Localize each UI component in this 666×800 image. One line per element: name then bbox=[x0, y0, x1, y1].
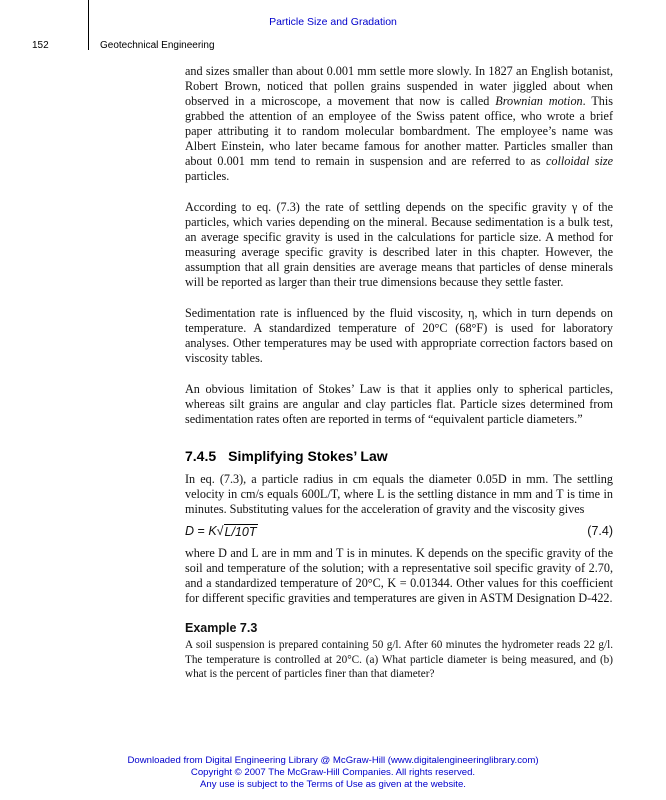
term-colloidal-size: colloidal size bbox=[546, 154, 613, 168]
footer-terms: Any use is subject to the Terms of Use as given at the website. bbox=[200, 779, 466, 790]
example-heading: Example 7.3 bbox=[185, 621, 258, 636]
footer-copyright: Copyright © 2007 The McGraw-Hill Companies. All rights reserved. bbox=[190, 767, 476, 778]
equation-number: (7.4) bbox=[587, 524, 613, 539]
equation-radicand: L/10T bbox=[224, 525, 257, 540]
paragraph-brownian: and sizes smaller than about 0.001 mm settle more slowly. In 1827 an English botanist, Robert Brown, noticed that pollen grains suspended in water jiggled about when observed in a microscope, a movement that now is called Brownian motion. This grabbed the attention of an employee of the Swiss patent office, who wrote a brief paper attributing it to random molecular bombardment. The employee’s name was Albert Einstein, who later became famous for another matter. Particles smaller than about 0.001 mm tend to remain in suspension and are referred to as colloidal size particles. bbox=[185, 64, 614, 183]
page-body bbox=[185, 64, 613, 682]
paragraph-viscosity: Sedimentation rate is influenced by the fluid viscosity, η, which in turn depends on temperature. A standardized temperature of 20°C (68°F) is used for laboratory analyses. Other temperatures may be used with appropriate correction factors based on viscosity tables. bbox=[185, 306, 613, 365]
equation-formula: D = K √ L/10T bbox=[185, 524, 257, 540]
book-title: Geotechnical Engineering bbox=[100, 40, 215, 51]
sqrt-symbol: √ L/10T bbox=[216, 524, 257, 540]
chapter-title-header: Particle Size and Gradation bbox=[269, 16, 397, 28]
paragraph-stokes-limitation: An obvious limitation of Stokes’ Law is that it applies only to spherical particles, whereas silt grains are angular and clay particles flat. Particle sizes determined from sedimentation rates often are reported in terms of “equivalent particle diameters.” bbox=[185, 382, 613, 426]
paragraph-k-coefficient: where D and L are in mm and T is in minutes. K depends on the specific gravity of the soil and temperature of the solution; with a representative soil specific gravity of 2.70, and a standardized temperature of 20°C, K = 0.01344. Other values for this coefficient for different specific gravities and temperatures are given in ASTM Designation D-422. bbox=[185, 546, 613, 606]
section-title: Simplifying Stokes’ Law bbox=[228, 448, 388, 464]
paragraph-specific-gravity: According to eq. (7.3) the rate of settling depends on the specific gravity γ of the particles, which varies depending on the mineral. Because sedimentation is a bulk test, an average specific gravity is used in the calculations for particle size. A method for measuring average specific gravity is described later in this chapter. However, the assumption that all grain densities are average means that particles of dense minerals will be reported as larger than their true dimensions because they settle faster. bbox=[185, 200, 613, 289]
footer bbox=[0, 755, 666, 791]
footer-download-link[interactable]: Downloaded from Digital Engineering Library @ McGraw-Hill (www.digitalengineeringlibrary.com) bbox=[127, 755, 539, 766]
equation-7-4 bbox=[185, 524, 613, 539]
example-text: A soil suspension is prepared containing 50 g/l. After 60 minutes the hydrometer reads 22 g/l. The temperature is controlled at 20°C. (a) What particle diameter is being measured, and (b) what is the percent of particles finer than that diameter? bbox=[185, 639, 613, 681]
section-number: 7.4.5 bbox=[185, 448, 217, 464]
section-heading bbox=[185, 449, 613, 464]
header-divider bbox=[88, 0, 89, 50]
page-number: 152 bbox=[32, 40, 49, 51]
paragraph-simplifying: In eq. (7.3), a particle radius in cm equals the diameter 0.05D in mm. The settling velocity in cm/s equals 600L/T, where L is the settling distance in mm and T is time in minutes. Substituting values for the acceleration of gravity and the viscosity gives bbox=[185, 472, 613, 516]
term-brownian-motion: Brownian motion bbox=[495, 94, 583, 108]
